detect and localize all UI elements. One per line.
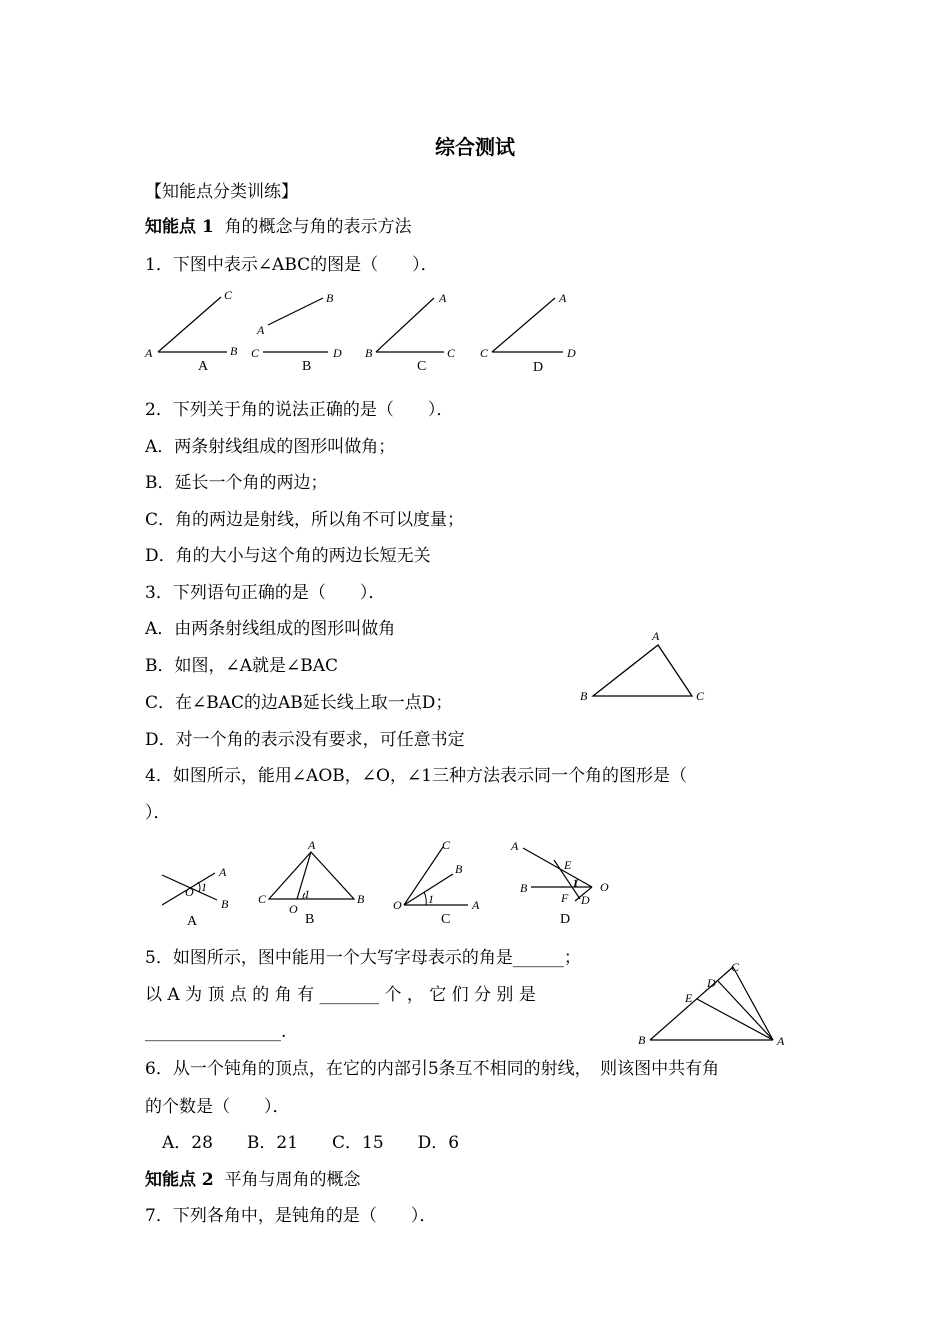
q1a-caption: A bbox=[198, 359, 209, 374]
q5-label-b: B bbox=[638, 1033, 646, 1047]
q2-option-a: A．两条射线组成的图形叫做角； bbox=[145, 437, 396, 457]
q3-option-d: D．对一个角的表示没有要求，可任意书定 bbox=[145, 730, 465, 750]
q4-stem-line1: 4．如图所示，能用∠AOB，∠O，∠1三种方法表示同一个角的图形是（ bbox=[145, 766, 688, 786]
q1d-label-c: C bbox=[480, 346, 489, 360]
q4c-caption: C bbox=[441, 912, 451, 927]
q4c-label-b: B bbox=[455, 862, 463, 876]
q1b-label-d: D bbox=[333, 346, 342, 360]
q1-figure-d bbox=[480, 291, 576, 375]
q4d-label-d: D bbox=[581, 893, 590, 907]
knowledge-point-2 bbox=[145, 1170, 361, 1190]
q4-figure-c bbox=[393, 838, 480, 927]
kp2-text: 平角与周角的概念 bbox=[224, 1170, 361, 1190]
q3-label-c: C bbox=[696, 689, 705, 703]
q4d-label-1: 1 bbox=[572, 876, 578, 890]
q3-option-c: C．在∠BAC的边AB延长线上取一点D； bbox=[145, 693, 453, 713]
q2-stem: 2．下列关于角的说法正确的是（ ）． bbox=[145, 400, 454, 420]
q4-figure-b bbox=[258, 838, 365, 927]
q4-figure-a bbox=[162, 865, 229, 929]
q6-line1: 6．从一个钝角的顶点，在它的内部引5条互不相同的射线， 则该图中共有角 bbox=[145, 1059, 720, 1079]
q5-figure bbox=[635, 955, 805, 1055]
q4b-label-a: A bbox=[308, 838, 316, 852]
q2-option-c: C．角的两边是射线，所以角不可以度量； bbox=[145, 510, 465, 530]
q1-figures bbox=[145, 285, 595, 380]
q4b-caption: B bbox=[305, 912, 315, 927]
q3-option-b: B．如图，∠A就是∠BAC bbox=[145, 656, 339, 676]
q4-figure-d bbox=[510, 839, 609, 927]
q4b-label-c: C bbox=[258, 892, 267, 906]
q1-stem: 1．下图中表示∠ABC的图是（ ）． bbox=[145, 255, 438, 275]
q4a-label-b: B bbox=[221, 897, 229, 911]
q4c-label-1: 1 bbox=[428, 892, 434, 906]
q1c-label-b: B bbox=[365, 346, 373, 360]
q1d-label-a: A bbox=[559, 291, 567, 305]
q1b-label-a: A bbox=[257, 323, 265, 337]
q5-line3: ________________. bbox=[145, 1022, 287, 1042]
q1c-caption: C bbox=[417, 359, 427, 374]
q2-option-d: D．角的大小与这个角的两边长短无关 bbox=[145, 546, 431, 566]
q1b-caption: B bbox=[302, 359, 312, 374]
q1a-label-a: A bbox=[145, 346, 153, 360]
q4b-label-b: B bbox=[357, 892, 365, 906]
q4c-label-a: A bbox=[472, 898, 480, 912]
q3-option-a: A．由两条射线组成的图形叫做角 bbox=[145, 619, 396, 639]
q4d-label-e: E bbox=[564, 858, 572, 872]
q6-line2: 的个数是（ ）． bbox=[145, 1097, 290, 1117]
q5-label-c: C bbox=[731, 960, 740, 974]
q5-label-a: A bbox=[777, 1034, 785, 1048]
q1d-label-d: D bbox=[567, 346, 576, 360]
q7-stem: 7．下列各角中，是钝角的是（ ）． bbox=[145, 1206, 437, 1226]
q4d-label-f: F bbox=[561, 891, 569, 905]
q4a-caption: A bbox=[187, 914, 198, 929]
kp2-label: 知能点 2 bbox=[145, 1170, 214, 1190]
q4-stem-line2: ）． bbox=[145, 803, 171, 823]
q4d-label-a: A bbox=[511, 839, 519, 853]
q4a-label-a: A bbox=[219, 865, 227, 879]
q1b-label-c: C bbox=[251, 346, 260, 360]
q5-line2: 以 A 为 顶 点 的 角 有 _______ 个 ， 它 们 分 别 是 bbox=[145, 985, 536, 1005]
q6-options: A．28 B．21 C．15 D．6 bbox=[162, 1133, 460, 1153]
q2-option-b: B．延长一个角的两边； bbox=[145, 473, 328, 493]
q3-label-b: B bbox=[580, 689, 588, 703]
q3-label-a: A bbox=[652, 629, 660, 643]
q5-label-d: D bbox=[707, 976, 716, 990]
q1c-label-c: C bbox=[447, 346, 456, 360]
q1-figure-c bbox=[365, 291, 456, 374]
q5-line1: 5．如图所示，图中能用一个大写字母表示的角是______； bbox=[145, 948, 581, 968]
q4b-label-o: O bbox=[289, 902, 298, 916]
q4a-label-1: 1 bbox=[201, 880, 207, 894]
q1a-label-b: B bbox=[230, 344, 238, 358]
q5-label-e: E bbox=[685, 991, 693, 1005]
q4d-caption: D bbox=[560, 912, 571, 927]
q4d-label-o: O bbox=[600, 880, 609, 894]
q3-triangle-figure bbox=[575, 625, 715, 710]
q4a-label-o: O bbox=[185, 885, 194, 899]
q1a-label-c: C bbox=[224, 288, 233, 302]
q4b-label-1: 1 bbox=[304, 887, 310, 901]
q4-figures bbox=[145, 835, 625, 930]
knowledge-point-1 bbox=[145, 217, 412, 237]
q1d-caption: D bbox=[533, 360, 544, 375]
q1-figure-a bbox=[144, 288, 238, 374]
kp1-text: 角的概念与角的表示方法 bbox=[224, 217, 412, 237]
q4c-label-c: C bbox=[442, 838, 451, 852]
q1c-label-a: A bbox=[439, 291, 447, 305]
q4c-label-o: O bbox=[393, 898, 402, 912]
section-heading: 【知能点分类训练】 bbox=[145, 182, 298, 202]
q1b-label-b: B bbox=[326, 291, 334, 305]
page-title: 综合测试 bbox=[435, 135, 515, 159]
q3-stem: 3．下列语句正确的是（ ）． bbox=[145, 583, 386, 603]
kp1-label: 知能点 1 bbox=[145, 217, 214, 237]
q4d-label-b: B bbox=[520, 881, 528, 895]
q1-figure-b bbox=[251, 291, 342, 374]
